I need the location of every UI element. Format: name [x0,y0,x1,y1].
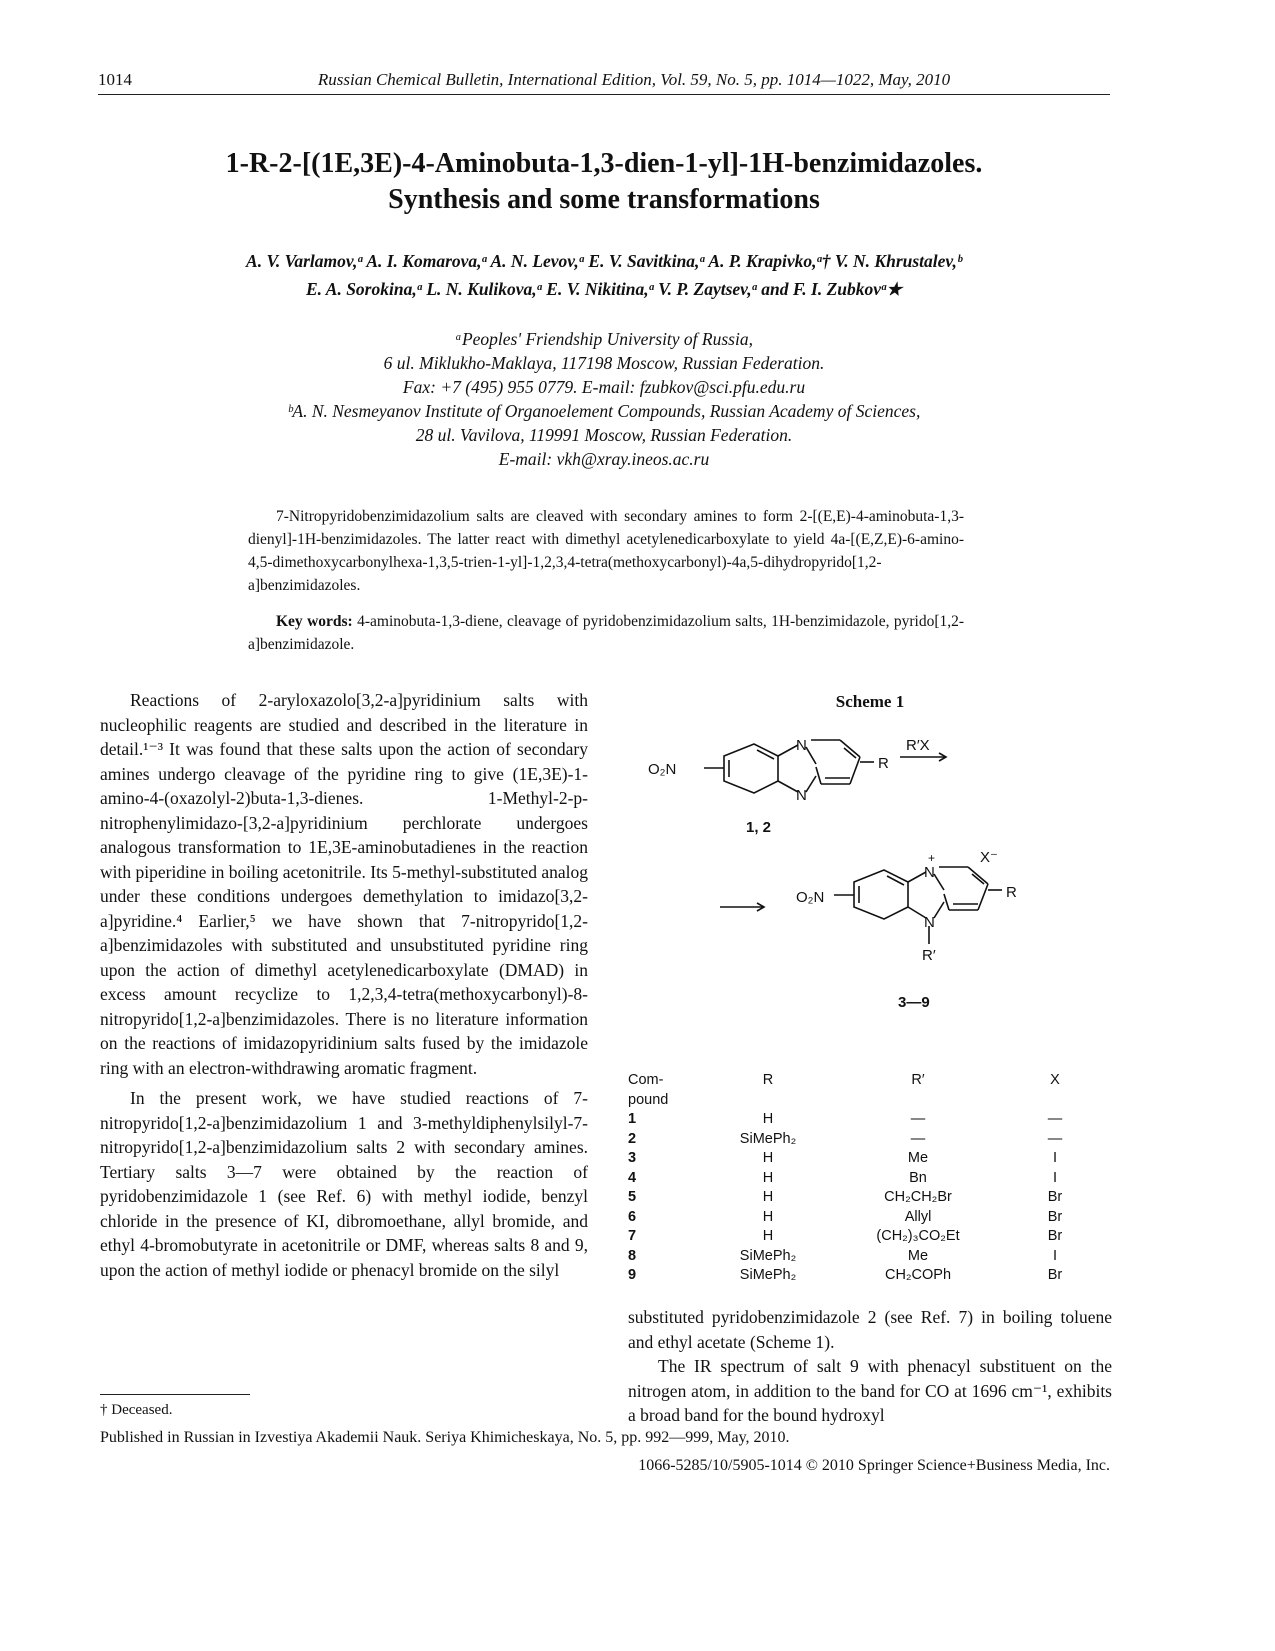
table-row [628,1131,1112,1151]
authors-line-1: A. V. Varlamov,ᵃ A. I. Komarova,ᵃ A. N. Levov,ᵃ E. V. Savitkina,ᵃ A. P. Krapivko,ᵃ† V. N. Khrustalev,ᵇ [246,251,962,271]
table-row [628,1111,1112,1131]
affiliation-line: ᵇA. N. Nesmeyanov Institute of Organoelement Compounds, Russian Academy of Sciences, [287,401,921,421]
reagent-label: R′X [906,737,930,754]
abstract: 7-Nitropyridobenzimidazolium salts are cleaved with secondary amines to form 2-[(E,E)-4-aminobuta-1,3-dienyl]-1H-benzimidazoles. The latter react with dimethyl acetylenedicarboxylate to yield 4a-[(E,Z,E)-6-amino-4,5-dimethoxycarbonylhexa-1,3,5-trien-1-yl]-1,2,3,4-tetra(methoxycarbonyl)-4a,5-dihydropyrido[1,2-a]benzimidazoles. [248,508,964,594]
scheme-label: Scheme 1 [835,692,905,711]
compound-label-top: 1, 2 [746,819,772,836]
table-row [628,1228,1112,1248]
table-cell: SiMePh₂ [739,1247,797,1264]
table-cell: 1 [628,1111,637,1127]
o2n-label-bottom: O₂N [796,889,825,906]
n-plus-label: N [924,864,935,881]
running-head [98,64,1110,95]
table-cell: Me [907,1150,929,1166]
table-cell: H [762,1228,774,1244]
r-label-top: R [878,755,889,772]
table-cell: H [762,1150,774,1166]
pyridine-ring [814,741,864,782]
table-cell: (CH₂)₃CO₂Et [876,1228,960,1244]
affiliation-line: 6 ul. Miklukho-Maklaya, 117198 Moscow, Russian Federation. [383,353,825,373]
table-row [628,1267,1112,1287]
n-label-bottom: N [924,914,935,931]
title-line-2: Synthesis and some transformations [388,184,820,215]
table-cell: 7 [628,1228,637,1244]
body-paragraph: In the present work, we have studied reactions of 7-nitropyrido[1,2-a]benzimidazolium 1 and 3-methyldiphenylsilyl-7-nitropyrido[1,2-a]benzimidazolium salts 2 with secondary amines. Tertiary salts 3—7 were obtained by the reaction of pyridobenzimidazole 1 (see Ref. 6) with methyl iodide, benzyl chloride in the presence of KI, dibromoethane, allyl bromide, and ethyl 4-bromobutyrate in acetonitrile or DMF, whereas salts 8 and 9, upon the action of methyl iodide or phenacyl bromide on the silyl [100,1088,588,1280]
plus-charge: + [928,851,936,865]
scheme-1-figure [628,712,1112,1062]
table-cell: — [910,1130,926,1147]
body-paragraph: substituted pyridobenzimidazole 2 (see Ref. 7) in boiling toluene and ethyl acetate (Scheme 1). [628,1307,1112,1352]
n-label-top-2: N [796,787,807,804]
footnote: † Deceased. [100,1402,173,1418]
table-cell: Br [1047,1267,1063,1283]
table-header-row [628,1072,1112,1092]
table-header-cell: Com- [628,1072,664,1088]
r-prime-label: R′ [922,947,936,964]
affiliation-line: ᵃPeoples' Friendship University of Russia, [455,329,753,349]
table-cell: CH₂COPh [884,1267,952,1283]
table-cell: I [1052,1247,1058,1264]
table-cell: Me [907,1247,929,1264]
table-cell: I [1052,1169,1058,1186]
table-cell: Bn [909,1169,927,1186]
table-cell: SiMePh₂ [739,1130,797,1147]
benzene-ring-2 [854,870,908,919]
keywords [248,610,964,656]
title-line-1: 1-R-2-[(1E,3E)-4-Aminobuta-1,3-dien-1-yl]-1H-benzimidazoles. [225,148,983,179]
authors-line-2: E. A. Sorokina,ᵃ L. N. Kulikova,ᵃ E. V. Nikitina,ᵃ V. P. Zaytsev,ᵃ and F. I. Zubkovᵃ★ [306,279,902,299]
author-list [98,247,1110,303]
compound-table [628,1072,1112,1287]
footnote-rule [100,1394,250,1395]
table-header-row-2 [628,1092,1112,1112]
table-cell: 2 [628,1130,637,1147]
bottom-structure-bonds [720,867,1002,944]
table-header-cell: R′ [911,1072,925,1088]
table-cell: CH₂CH₂Br [884,1189,952,1205]
table-cell: 9 [628,1267,637,1283]
table-header-cell: R [762,1072,774,1088]
table-row [628,1150,1112,1170]
x-minus-label: X⁻ [980,849,998,866]
page-number: 1014 [98,70,132,89]
table-cell: H [762,1111,774,1127]
table-cell: Br [1047,1189,1063,1205]
table-cell: Br [1047,1228,1063,1244]
table-row [628,1189,1112,1209]
keywords-label: Key words: [276,613,353,630]
n-label-top-1: N [796,737,807,754]
table-row [628,1248,1112,1268]
table-cell: 6 [628,1208,637,1225]
affiliation-line: 28 ul. Vavilova, 119991 Moscow, Russian Federation. [415,425,793,445]
copyright-line: 1066-5285/10/5905-1014 © 2010 Springer Science+Business Media, Inc. [638,1457,1110,1474]
table-header-cell: pound [628,1091,669,1108]
keywords-text: 4-aminobuta-1,3-diene, cleavage of pyridobenzimidazolium salts, 1H-benzimidazole, pyrido[1,2-a]benzimidazole. [248,613,965,653]
journal-line: Russian Chemical Bulletin, International Edition, Vol. 59, No. 5, pp. 1014—1022, May, 2010 [317,70,951,89]
body-paragraph: The IR spectrum of salt 9 with phenacyl substituent on the nitrogen atom, in addition to the band for CO at 1696 cm⁻¹, exhibits a broad band for the bound hydroxyl [628,1356,1112,1425]
table-cell: SiMePh₂ [739,1267,797,1283]
table-cell: H [762,1189,774,1205]
table-cell: — [1047,1111,1063,1127]
table-header-cell: X [1050,1072,1060,1088]
benzene-ring [724,744,778,793]
body-right-column [628,1305,1112,1428]
table-row [628,1209,1112,1229]
table-cell: Br [1047,1208,1063,1225]
r-label-bottom: R [1006,884,1017,901]
table-cell: 3 [628,1150,637,1166]
paper-title [98,146,1110,218]
table-cell: H [762,1208,774,1225]
o2n-label-top: O₂N [648,761,677,778]
table-cell: I [1052,1150,1058,1166]
table-cell: 5 [628,1189,637,1205]
table-cell: Allyl [904,1208,932,1225]
body-paragraph: Reactions of 2-aryloxazolo[3,2-a]pyridinium salts with nucleophilic reagents are studied and described in the literature in detail.¹⁻³ It was found that these salts upon the action of secondary amines undergo cleavage of the pyridine ring to give (1E,3E)-1-amino-4-(oxazolyl-2)buta-1,3-dienes. 1-Methyl-2-p-nitrophenylimidazo-[3,2-a]pyridinium perchlorate undergoes analogous transformation to 1E,3E-aminobutadienes in the reaction with piperidine in boiling acetonitrile. Its 5-methyl-substituted analog under these conditions undergoes demethylation to imidazo[3,2-a]pyridine.⁴ Earlier,⁵ we have shown that 7-nitropyrido[1,2-a]benzimidazoles with substituted and unsubstituted pyridine ring upon the action of dimethyl acetylenedicarboxylate (DMAD) in excess amount recyclize to 1,2,3,4-tetra(methoxycarbonyl)-8-nitropyrido[1,2-a]benzimidazoles. There is no literature information on the reactions of imidazopyridinium salts fused by the imidazole ring with an electron-withdrawing aromatic fragment. [100,690,588,1078]
table-cell: — [1047,1130,1063,1147]
body-left-column [100,688,588,1288]
table-cell: — [910,1111,926,1127]
affiliation-line: Fax: +7 (495) 955 0779. E-mail: fzubkov@sci.pfu.edu.ru [402,377,806,397]
compound-label-bottom: 3—9 [898,994,930,1011]
published-in-russian: Published in Russian in Izvestiya Akademii Nauk. Seriya Khimicheskaya, No. 5, pp. 992—999, May, 2010. [100,1429,790,1446]
table-cell: 4 [628,1169,637,1186]
table-cell: 8 [628,1247,637,1264]
affiliation-line: E-mail: vkh@xray.ineos.ac.ru [498,449,710,469]
table-cell: H [762,1169,774,1186]
affiliations [98,327,1110,471]
table-row [628,1170,1112,1190]
